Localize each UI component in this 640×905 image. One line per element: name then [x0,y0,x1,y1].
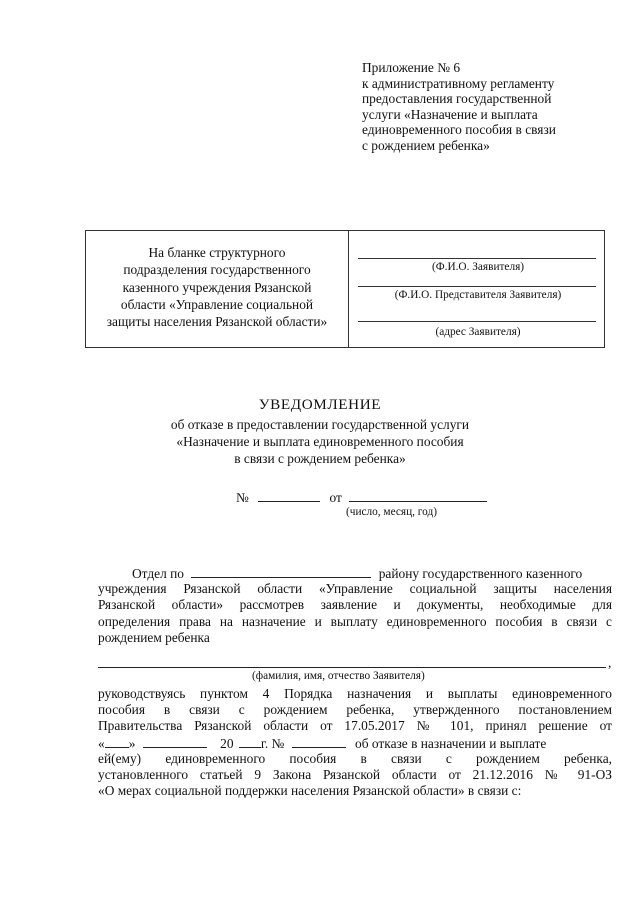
paragraph-line: руководствуясь пунктом 4 Порядка назначения и выплаты единовременного [98,686,612,701]
date-caption: (число, месяц, год) [346,506,437,518]
applicant-address-line[interactable] [358,321,596,322]
year-suffix: г. № [260,735,285,751]
letterhead-line: защиты населения Рязанской области» [106,314,328,330]
header-table [85,230,605,348]
number-label: № [236,490,249,505]
applicant-fio-field[interactable] [98,667,606,668]
paragraph-1 [98,565,612,646]
appendix-line: услуги «Назначение и выплата [362,106,538,122]
appendix-line: предоставления государственной [362,91,552,107]
applicant-address-caption: (адрес Заявителя) [435,326,521,338]
appendix-line: единовременного пособия в связи [362,122,556,138]
paragraph-line: определения права на назначение и выплату единовременного пособия в связи с [98,613,612,629]
fio-caption: (фамилия, имя, отчество Заявителя) [252,670,425,682]
appendix-line: Приложение № 6 [362,60,461,75]
department-lead-rest: району государственного казенного [378,566,583,581]
number-field[interactable] [258,489,320,502]
decision-date-line [98,735,612,751]
close-quote: » [128,735,136,751]
paragraph-line: Правительства Рязанской области от 17.05.2017 № 101, принял решение от [98,718,612,734]
paragraph-line: учреждения Рязанской области «Управление социальной защиты населения [98,581,612,597]
paragraph-line: «О мерах социальной поддержки населения Рязанской области» в связи с: [98,783,522,799]
paragraph-2 [98,686,612,799]
paragraph-line: пособия в связи с рождением ребенка, утвержденного постановлением [98,702,612,718]
number-date-line [236,489,487,506]
appendix-line: к административному регламенту [362,75,555,91]
paragraph-line: рождением ребенка [98,629,210,645]
date-from-label: от [329,490,342,505]
day-field[interactable] [105,735,129,748]
month-field[interactable] [143,735,207,748]
representative-name-caption: (Ф.И.О. Представителя Заявителя) [394,289,562,301]
fio-comma: , [608,655,612,670]
date-field[interactable] [349,489,487,502]
letterhead-line: На бланке структурного [148,245,286,260]
letterhead-line: подразделения государственного [123,262,311,278]
subtitle-line: в связи с рождением ребенка» [234,451,406,466]
paragraph-line: ей(ему) единовременного пособия в связи с рождением ребенка, [98,750,612,766]
document-subtitle [0,416,640,467]
representative-name-line[interactable] [358,286,596,287]
applicant-cell [356,231,600,347]
paragraph-line: установленного статьей 9 Закона Рязанской области от 21.12.2016 № 91-ОЗ [98,766,612,782]
letterhead-line: области «Управление социальной [120,296,314,312]
appendix-block [362,60,612,154]
year-prefix: 20 [220,735,234,751]
document-title: УВЕДОМЛЕНИЕ [258,396,382,413]
paragraph-line: Рязанской области» рассмотрев заявление и документы, необходимые для [98,597,612,613]
subtitle-line: «Назначение и выплата единовременного пособия [176,434,464,449]
applicant-name-caption: (Ф.И.О. Заявителя) [431,261,525,273]
decision-rest: об отказе в назначении и выплате [355,735,547,751]
open-quote: « [98,735,105,751]
letterhead-cell [86,231,349,347]
subtitle-line: об отказе в предоставлении государственной услуги [170,417,470,432]
district-field[interactable] [191,565,371,578]
decision-number-field[interactable] [292,735,346,748]
department-lead: Отдел по [132,566,184,581]
year-field[interactable] [239,735,261,748]
letterhead-line: казенного учреждения Рязанской [122,279,312,295]
appendix-line: с рождением ребенка» [362,137,490,153]
applicant-name-line[interactable] [358,258,596,259]
